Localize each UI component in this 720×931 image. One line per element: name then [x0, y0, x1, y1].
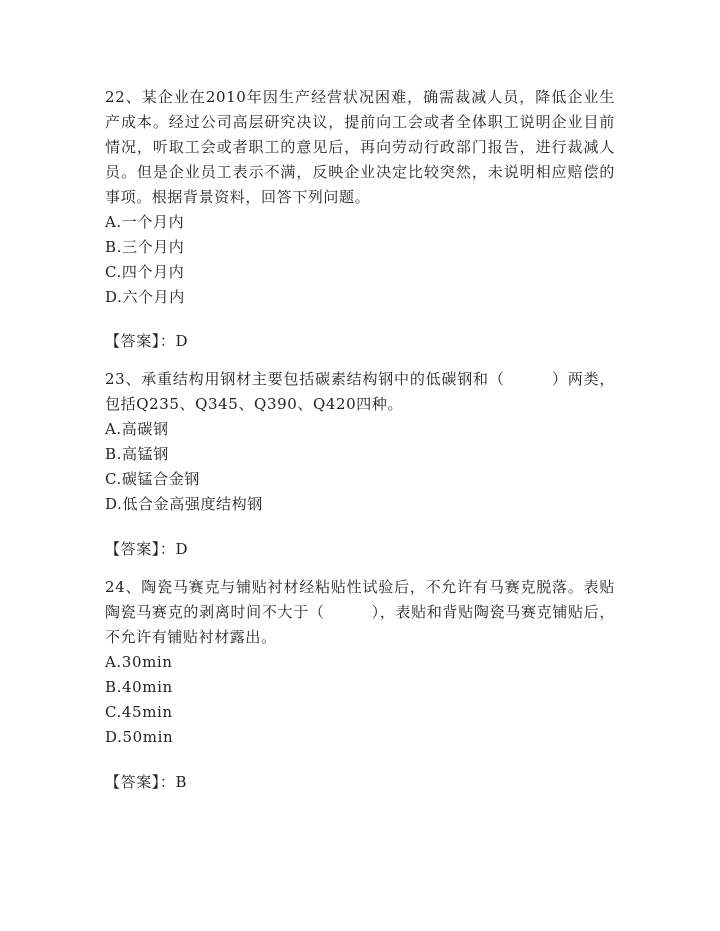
question-23 [105, 367, 615, 517]
question-24 [105, 575, 615, 750]
option-d: D.低合金高强度结构钢 [105, 495, 263, 513]
question-stem: 24、陶瓷马赛克与铺贴衬材经粘贴性试验后，不允许有马赛克脱落。表贴陶瓷马赛克的剥离时间不大于（ ），表贴和背贴陶瓷马赛克铺贴后，不允许有铺贴衬材露出。 [105, 578, 615, 646]
option-c: C.四个月内 [105, 263, 185, 281]
option-list [105, 650, 615, 750]
option-b: B.40min [105, 678, 173, 696]
question-22 [105, 85, 615, 310]
option-b: B.三个月内 [105, 238, 185, 256]
answer-22: 【答案】：D [105, 332, 189, 350]
option-list [105, 210, 615, 310]
option-list [105, 417, 615, 517]
option-a: A.30min [105, 653, 173, 671]
question-stem: 22、某企业在2010年因生产经营状况困难，确需裁减人员，降低企业生产成本。经过公司高层研究决议，提前向工会或者全体职工说明企业目前情况，听取工会或者职工的意见后，再向劳动行政部门报告，进行裁减人员。但是企业员工表示不满，反映企业决定比较突然，未说明相应赔偿的事项。根据背景资料，回答下列问题。 [105, 88, 615, 206]
option-c: C.45min [105, 703, 173, 721]
option-a: A.高碳钢 [105, 420, 169, 438]
option-c: C.碳锰合金钢 [105, 470, 200, 488]
option-d: D.六个月内 [105, 288, 185, 306]
option-a: A.一个月内 [105, 213, 185, 231]
option-b: B.高锰钢 [105, 445, 169, 463]
question-stem: 23、承重结构用钢材主要包括碳素结构钢中的低碳钢和（ ）两类，包括Q235、Q345、Q390、Q420四种。 [105, 370, 615, 413]
option-d: D.50min [105, 728, 174, 746]
answer-23: 【答案】：D [105, 540, 189, 558]
answer-24: 【答案】：B [105, 773, 188, 791]
